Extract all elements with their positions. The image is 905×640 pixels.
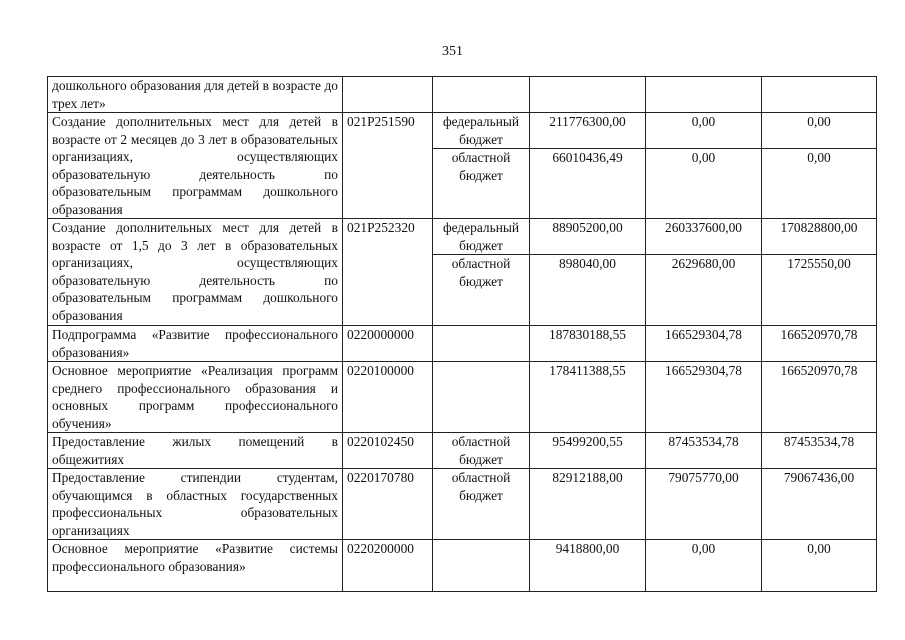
row-value-year3: 79067436,00 bbox=[762, 469, 877, 540]
row-code: 0220200000 bbox=[343, 540, 433, 592]
row-value-year1: 66010436,49 bbox=[530, 149, 646, 219]
row-value-year2: 0,00 bbox=[646, 540, 762, 592]
row-value-year3: 0,00 bbox=[762, 149, 877, 219]
row-description: Основное мероприятие «Реализация программ среднего профессионального образования и основных программ профессионального обучения» bbox=[48, 362, 343, 433]
row-value-year1: 88905200,00 bbox=[530, 219, 646, 255]
row-source bbox=[433, 540, 530, 592]
row-source: федеральный бюджет bbox=[433, 113, 530, 149]
row-value-year1: 178411388,55 bbox=[530, 362, 646, 433]
row-value-year2: 0,00 bbox=[646, 113, 762, 149]
row-value-year3 bbox=[762, 77, 877, 113]
row-description: Предоставление стипендии студентам, обучающимся в областных государственных профессиональных образовательных организациях bbox=[48, 469, 343, 540]
row-value-year3: 0,00 bbox=[762, 113, 877, 149]
row-value-year2: 79075770,00 bbox=[646, 469, 762, 540]
row-description: Создание дополнительных мест для детей в возрасте от 1,5 до 3 лет в образовательных организациях, осуществляющих образовательную деятельность по образовательным программам дошкольного образования bbox=[48, 219, 343, 326]
row-code bbox=[343, 77, 433, 113]
row-value-year2: 260337600,00 bbox=[646, 219, 762, 255]
row-source: федеральный бюджет bbox=[433, 219, 530, 255]
row-value-year2 bbox=[646, 77, 762, 113]
row-source bbox=[433, 326, 530, 362]
row-value-year3: 1725550,00 bbox=[762, 255, 877, 326]
row-value-year1: 82912188,00 bbox=[530, 469, 646, 540]
row-value-year1 bbox=[530, 77, 646, 113]
row-source: областной бюджет bbox=[433, 149, 530, 219]
row-source: областной бюджет bbox=[433, 433, 530, 469]
table-row bbox=[48, 113, 877, 149]
row-value-year1: 95499200,55 bbox=[530, 433, 646, 469]
row-source: областной бюджет bbox=[433, 469, 530, 540]
row-value-year1: 211776300,00 bbox=[530, 113, 646, 149]
row-value-year3: 0,00 bbox=[762, 540, 877, 592]
row-code: 021P252320 bbox=[343, 219, 433, 326]
row-description: Предоставление жилых помещений в общежитиях bbox=[48, 433, 343, 469]
row-description: Подпрограмма «Развитие профессионального образования» bbox=[48, 326, 343, 362]
row-code: 0220102450 bbox=[343, 433, 433, 469]
table-row bbox=[48, 469, 877, 540]
table-row bbox=[48, 540, 877, 592]
budget-table bbox=[47, 76, 877, 592]
row-code: 0220170780 bbox=[343, 469, 433, 540]
row-code: 0220000000 bbox=[343, 326, 433, 362]
row-value-year3: 170828800,00 bbox=[762, 219, 877, 255]
row-value-year2: 0,00 bbox=[646, 149, 762, 219]
table-row bbox=[48, 362, 877, 433]
row-source bbox=[433, 77, 530, 113]
row-value-year2: 2629680,00 bbox=[646, 255, 762, 326]
table-row bbox=[48, 77, 877, 113]
table-row bbox=[48, 219, 877, 255]
row-value-year3: 87453534,78 bbox=[762, 433, 877, 469]
row-value-year3: 166520970,78 bbox=[762, 362, 877, 433]
row-value-year3: 166520970,78 bbox=[762, 326, 877, 362]
row-description: Основное мероприятие «Развитие системы профессионального образования» bbox=[48, 540, 343, 592]
row-description: Создание дополнительных мест для детей в возрасте от 2 месяцев до 3 лет в образовательных организациях, осуществляющих образовательную деятельность по образовательным программам дошкольного образования bbox=[48, 113, 343, 219]
row-code: 0220100000 bbox=[343, 362, 433, 433]
table-row bbox=[48, 433, 877, 469]
page-number: 351 bbox=[442, 44, 463, 59]
table-row bbox=[48, 326, 877, 362]
row-value-year2: 166529304,78 bbox=[646, 362, 762, 433]
row-value-year1: 187830188,55 bbox=[530, 326, 646, 362]
row-value-year1: 898040,00 bbox=[530, 255, 646, 326]
row-value-year2: 87453534,78 bbox=[646, 433, 762, 469]
row-code: 021P251590 bbox=[343, 113, 433, 219]
row-value-year2: 166529304,78 bbox=[646, 326, 762, 362]
row-source bbox=[433, 362, 530, 433]
row-source: областной бюджет bbox=[433, 255, 530, 326]
row-description: дошкольного образования для детей в возрасте до трех лет» bbox=[48, 77, 343, 113]
row-value-year1: 9418800,00 bbox=[530, 540, 646, 592]
